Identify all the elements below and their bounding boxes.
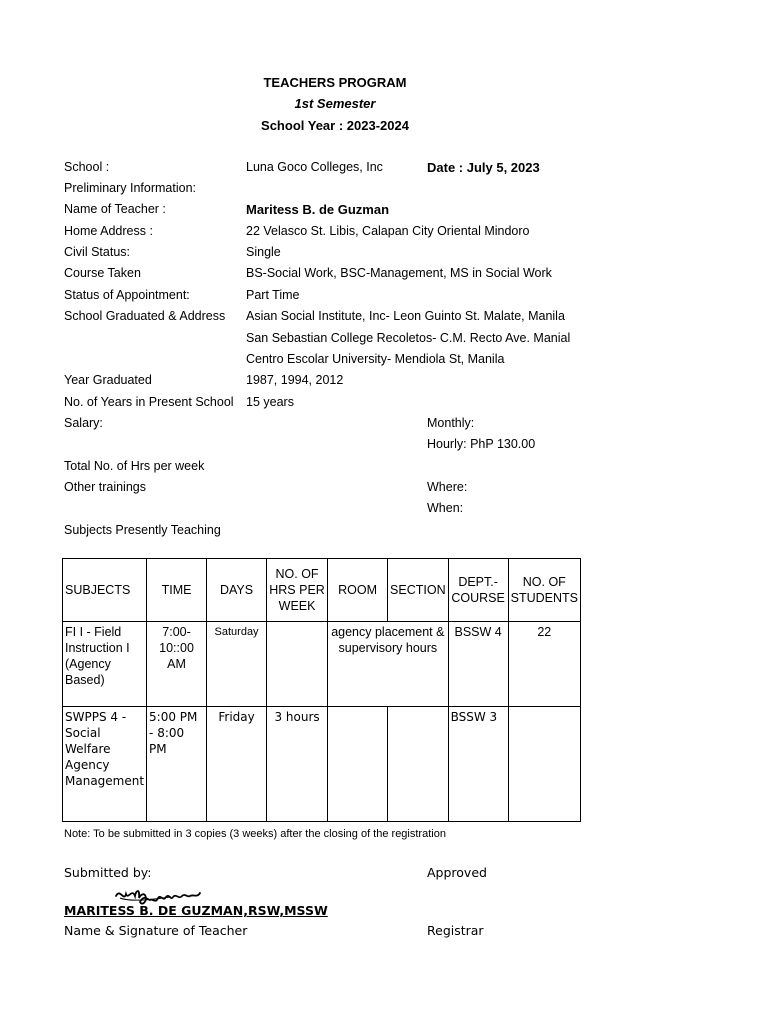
school-label: School :: [64, 160, 110, 174]
civil-status-value: Single: [246, 245, 281, 259]
subjects-teaching-label: Subjects Presently Teaching: [64, 523, 221, 537]
header-hours: NO. OF HRS PER WEEK: [267, 559, 328, 622]
home-address-label: Home Address :: [64, 224, 153, 238]
appointment-status-value: Part Time: [246, 288, 300, 302]
school-graduated-value-2: San Sebastian College Recoletos- C.M. Recto Ave. Manial: [246, 331, 571, 345]
cell-students: [508, 707, 580, 822]
cell-hours: 3 hours: [267, 707, 328, 822]
cell-days: Saturday: [207, 622, 267, 707]
teacher-name-value: Maritess B. de Guzman: [246, 202, 390, 217]
school-year-label: School Year : 2023-2024: [261, 118, 409, 133]
cell-time: 7:00-10::00 AM: [147, 622, 207, 707]
header-subjects: SUBJECTS: [63, 559, 147, 622]
years-present-value: 15 years: [246, 395, 294, 409]
teacher-printed-name: MARITESS B. DE GUZMAN,RSW,MSSW: [64, 903, 328, 918]
approved-label: Approved: [427, 865, 487, 880]
cell-room-section: agency placement & supervisory hours: [328, 622, 449, 707]
school-value: Luna Goco Colleges, Inc: [246, 160, 383, 174]
header-days: DAYS: [207, 559, 267, 622]
salary-label: Salary:: [64, 416, 103, 430]
cell-section: [388, 707, 449, 822]
cell-room: [328, 707, 388, 822]
school-graduated-value-1: Asian Social Institute, Inc- Leon Guinto St. Malate, Manila: [246, 309, 565, 323]
submission-note: Note: To be submitted in 3 copies (3 weeks) after the closing of the registration: [64, 828, 446, 840]
other-trainings-label: Other trainings: [64, 480, 146, 494]
years-present-label: No. of Years in Present School: [64, 395, 234, 409]
civil-status-label: Civil Status:: [64, 245, 130, 259]
header-room: ROOM: [328, 559, 388, 622]
cell-dept-course: BSSW 4: [448, 622, 508, 707]
school-graduated-label: School Graduated & Address: [64, 309, 226, 323]
table-row: [63, 622, 581, 707]
cell-days: Friday: [207, 707, 267, 822]
when-label: When:: [427, 501, 464, 515]
teacher-name-label: Name of Teacher :: [64, 202, 166, 216]
cell-subject: SWPPS 4 - Social Welfare Agency Management: [63, 707, 147, 822]
cell-dept-course: BSSW 3: [448, 707, 508, 822]
registrar-label: Registrar: [427, 923, 484, 938]
document-title: TEACHERS PROGRAM: [263, 75, 407, 90]
where-label: Where:: [427, 480, 468, 494]
table-header-row: [63, 559, 581, 622]
subjects-table: [62, 558, 581, 822]
course-taken-value: BS-Social Work, BSC-Management, MS in Social Work: [246, 266, 552, 280]
header-dept-course: DEPT.- COURSE: [448, 559, 508, 622]
year-graduated-value: 1987, 1994, 2012: [246, 373, 344, 387]
submitted-by-label: Submitted by:: [64, 865, 152, 880]
table-row: [63, 707, 581, 822]
document-date: Date : July 5, 2023: [427, 160, 540, 175]
cell-hours: [267, 622, 328, 707]
course-taken-label: Course Taken: [64, 266, 141, 280]
cell-subject: FI I - Field Instruction I (Agency Based): [63, 622, 147, 707]
cell-students: 22: [508, 622, 580, 707]
appointment-status-label: Status of Appointment:: [64, 288, 190, 302]
total-hours-label: Total No. of Hrs per week: [64, 459, 205, 473]
monthly-label: Monthly:: [427, 416, 475, 430]
semester-label: 1st Semester: [294, 96, 376, 111]
year-graduated-label: Year Graduated: [64, 373, 152, 387]
cell-time: 5:00 PM - 8:00 PM: [147, 707, 207, 822]
header-section: SECTION: [388, 559, 449, 622]
home-address-value: 22 Velasco St. Libis, Calapan City Oriental Mindoro: [246, 224, 530, 238]
school-graduated-value-3: Centro Escolar University- Mendiola St, Manila: [246, 352, 505, 366]
header-students: NO. OF STUDENTS: [508, 559, 580, 622]
teacher-signature-caption: Name & Signature of Teacher: [64, 923, 248, 938]
header-time: TIME: [147, 559, 207, 622]
hourly-label: Hourly: PhP 130.00: [427, 437, 536, 451]
preliminary-label: Preliminary Information:: [64, 181, 196, 195]
